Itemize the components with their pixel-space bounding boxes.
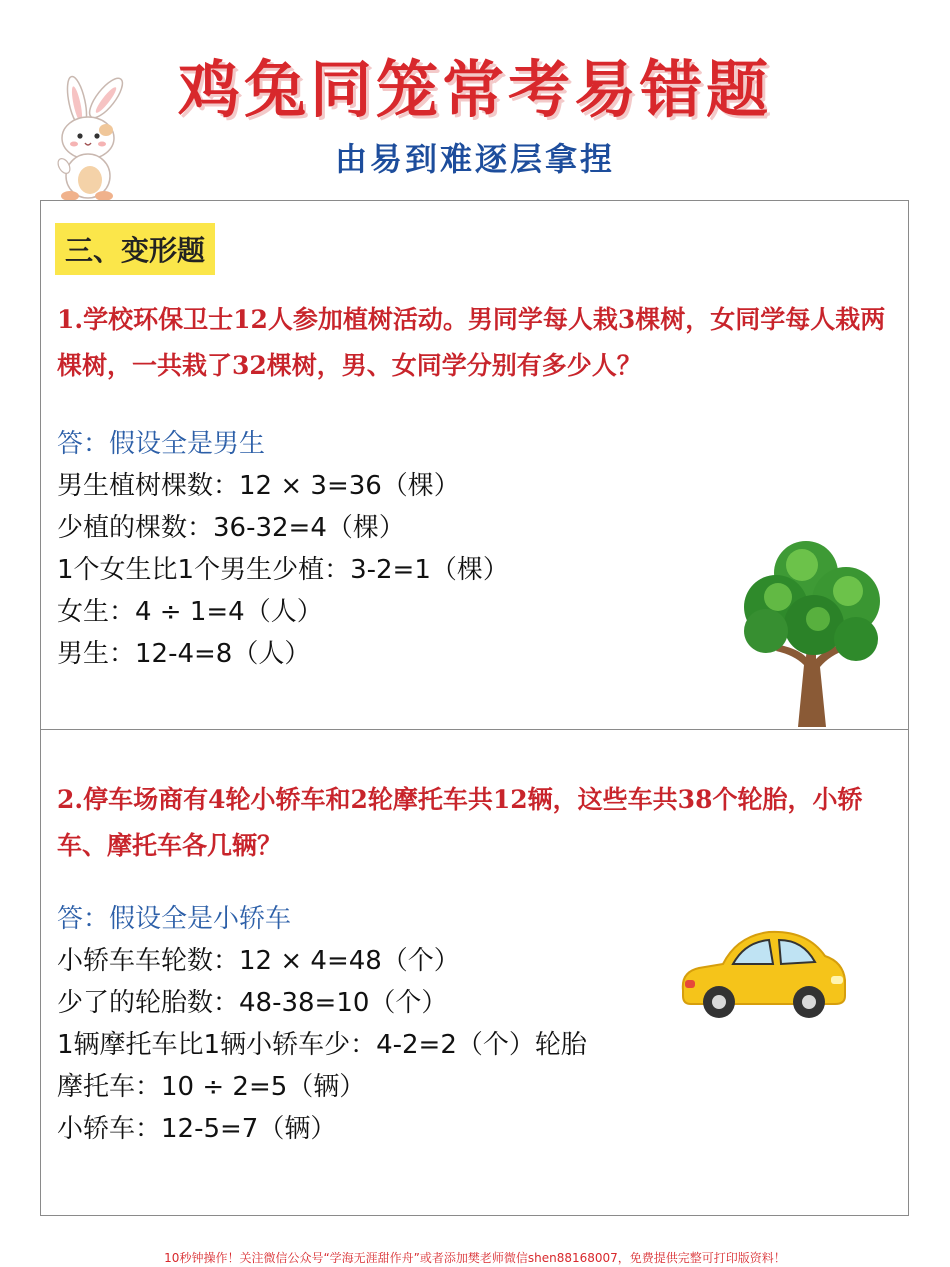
car-icon [675,920,850,1020]
answer-1-head: 答：假设全是男生 [57,429,266,459]
content-panel [40,200,909,1216]
answer-1-step: 男生植树棵数：12 × 3=36（棵） [57,471,460,501]
page-title: 鸡兔同笼常考易错题 [177,53,772,126]
section-divider [41,729,908,730]
answer-1-step: 男生：12-4=8（人） [57,639,311,669]
page-subtitle: 由易到难逐层拿捏 [334,140,615,178]
answer-2-step: 摩托车：10 ÷ 2=5（辆） [57,1072,366,1102]
answer-2-step: 小轿车：12-5=7（辆） [57,1114,337,1144]
rabbit-icon [44,74,140,202]
answer-1-step: 1个女生比1个男生少植：3-2=1（棵） [57,555,509,585]
answer-2-head: 答：假设全是小轿车 [57,904,292,934]
question-1: 1.学校环保卫士12人参加植树活动。男同学每人栽3棵树，女同学每人栽两棵树，一共栽了32棵树，男、女同学分别有多少人？ [57,305,886,380]
footer-note: 10秒钟操作！关注微信公众号“学海无涯甜作舟”或者添加樊老师微信shen88168007，免费提供完整可打印版资料！ [164,1251,786,1265]
answer-1-step: 女生：4 ÷ 1=4（人） [57,597,323,627]
question-2: 2.停车场商有4轮小轿车和2轮摩托车共12辆，这些车共38个轮胎，小轿车、摩托车各几辆？ [57,785,863,860]
tree-icon [736,535,886,730]
answer-2-step: 1辆摩托车比1辆小轿车少：4-2=2（个）轮胎 [57,1030,587,1060]
answer-1-step: 少植的棵数：36-32=4（棵） [57,513,405,543]
answer-2-step: 小轿车车轮数：12 × 4=48（个） [57,946,460,976]
section-label: 三、变形题 [55,223,215,275]
answer-2-step: 少了的轮胎数：48-38=10（个） [57,988,448,1018]
